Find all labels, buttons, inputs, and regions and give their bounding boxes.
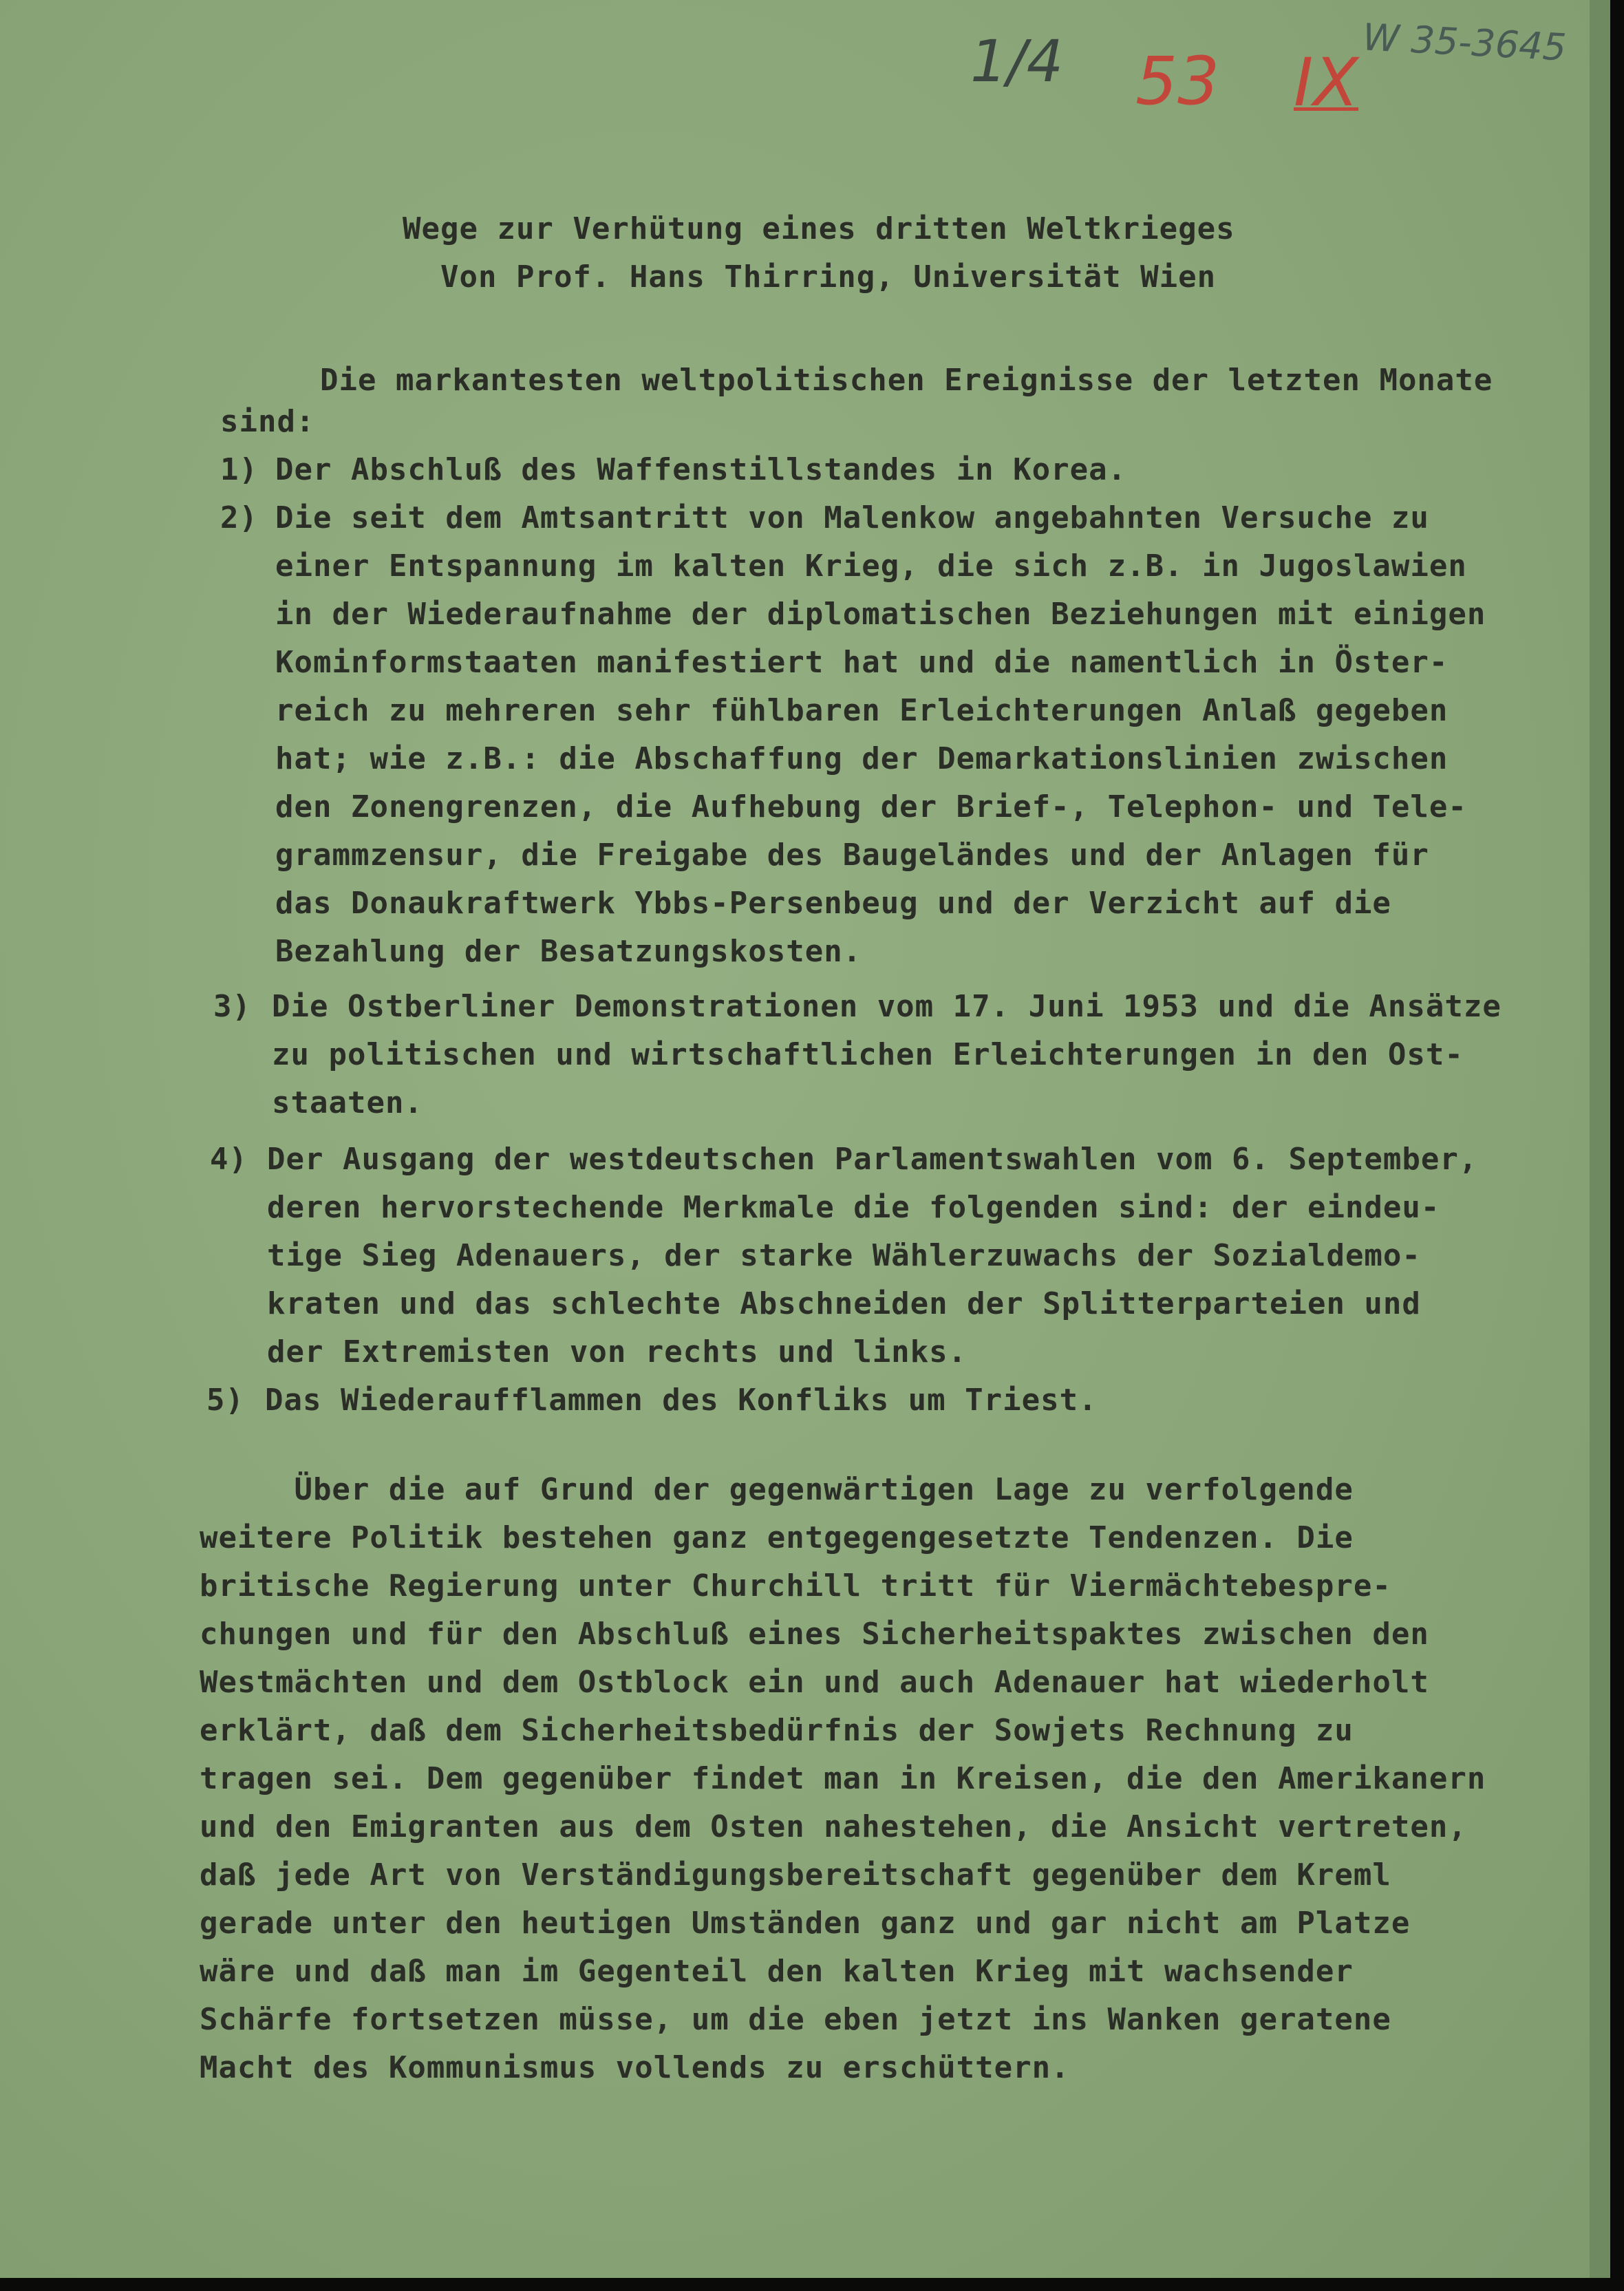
- list-item-line: Kominformstaaten manifestiert hat und die namentlich in Öster-: [275, 645, 1449, 680]
- paragraph-line: gerade unter den heutigen Umständen ganz und gar nicht am Platze: [200, 1906, 1411, 1941]
- paragraph-line: und den Emigranten aus dem Osten nahestehen, die Ansicht vertreten,: [200, 1809, 1467, 1844]
- list-item-number: 5): [206, 1383, 244, 1418]
- paragraph-line: Westmächten und dem Ostblock ein und auch Adenauer hat wiederholt: [200, 1665, 1429, 1700]
- paragraph-line: daß jede Art von Verständigungsbereitschaft gegenüber dem Kreml: [200, 1857, 1391, 1893]
- intro-line-2: sind:: [220, 404, 315, 439]
- list-item-line: reich zu mehreren sehr fühlbaren Erleichterungen Anlaß gegeben: [275, 693, 1449, 728]
- list-item-line: den Zonengrenzen, die Aufhebung der Brief-, Telephon- und Tele-: [275, 789, 1467, 824]
- list-item-number: 2): [220, 500, 258, 535]
- paragraph-line: britische Regierung unter Churchill tritt für Viermächtebespre-: [200, 1568, 1391, 1603]
- page-number-handwritten: 1/4: [970, 28, 1064, 95]
- list-item-line: staaten.: [272, 1085, 423, 1120]
- list-item-line: zu politischen und wirtschaftlichen Erleichterungen in den Ost-: [272, 1037, 1464, 1072]
- archive-signature-mark: W 35-3645: [1361, 15, 1568, 70]
- list-item-line: deren hervorstechende Merkmale die folgenden sind: der eindeu-: [267, 1190, 1440, 1225]
- document-title: Wege zur Verhütung eines dritten Weltkrieges: [403, 211, 1235, 246]
- list-item-line: Das Wiederaufflammen des Konfliks um Triest.: [265, 1383, 1098, 1418]
- page-edge: [1590, 0, 1610, 2278]
- list-item-line: Bezahlung der Besatzungskosten.: [275, 934, 862, 969]
- paragraph-line: weitere Politik bestehen ganz entgegengesetzte Tendenzen. Die: [200, 1520, 1354, 1555]
- list-item-line: Die Ostberliner Demonstrationen vom 17. Juni 1953 und die Ansätze: [272, 989, 1502, 1024]
- list-item-line: einer Entspannung im kalten Krieg, die sich z.B. in Jugoslawien: [275, 548, 1467, 584]
- list-item-line: hat; wie z.B.: die Abschaffung der Demarkationslinien zwischen: [275, 741, 1449, 776]
- list-item-line: tige Sieg Adenauers, der starke Wählerzuwachs der Sozialdemo-: [267, 1238, 1421, 1273]
- list-item-number: 1): [220, 452, 258, 487]
- list-item-line: Der Abschluß des Waffenstillstandes in Korea.: [275, 452, 1127, 487]
- intro-line-1: Die markantesten weltpolitischen Ereignisse der letzten Monate: [320, 363, 1493, 398]
- document-author-line: Von Prof. Hans Thirring, Universität Wien: [440, 259, 1217, 295]
- list-item-line: kraten und das schlechte Abschneiden der Splitterparteien und: [267, 1286, 1421, 1321]
- list-item-line: in der Wiederaufnahme der diplomatischen Beziehungen mit einigen: [275, 597, 1486, 632]
- paragraph-line: tragen sei. Dem gegenüber findet man in Kreisen, die den Amerikanern: [200, 1761, 1486, 1796]
- paragraph-line: Macht des Kommunismus vollends zu erschüttern.: [200, 2050, 1070, 2085]
- second-paragraph: [200, 1466, 1486, 2092]
- list-item-line: grammzensur, die Freigabe des Baugeländes und der Anlagen für: [275, 838, 1429, 873]
- paragraph-line: Schärfe fortsetzen müsse, um die eben jetzt ins Wanken geratene: [200, 2002, 1391, 2037]
- folio-number-red: 53: [1135, 43, 1220, 120]
- list-item-number: 3): [213, 989, 251, 1024]
- paragraph-line: chungen und für den Abschluß eines Sicherheitspaktes zwischen den: [200, 1617, 1429, 1652]
- paragraph-line: erklärt, daß dem Sicherheitsbedürfnis der Sowjets Rechnung zu: [200, 1713, 1354, 1748]
- list-item-number: 4): [210, 1142, 248, 1177]
- list-item-line: Die seit dem Amtsantritt von Malenkow angebahnten Versuche zu: [275, 500, 1429, 535]
- paragraph-line: wäre und daß man im Gegenteil den kalten Krieg mit wachsender: [200, 1954, 1354, 1989]
- list-item-line: der Extremisten von rechts und links.: [267, 1334, 968, 1370]
- list-item-line: Der Ausgang der westdeutschen Parlamentswahlen vom 6. September,: [267, 1142, 1478, 1177]
- paragraph-line: Über die auf Grund der gegenwärtigen Lage zu verfolgende: [200, 1472, 1354, 1507]
- list-item-line: das Donaukraftwerk Ybbs-Persenbeug und der Verzicht auf die: [275, 886, 1391, 921]
- roman-numeral-red: IX: [1294, 44, 1359, 121]
